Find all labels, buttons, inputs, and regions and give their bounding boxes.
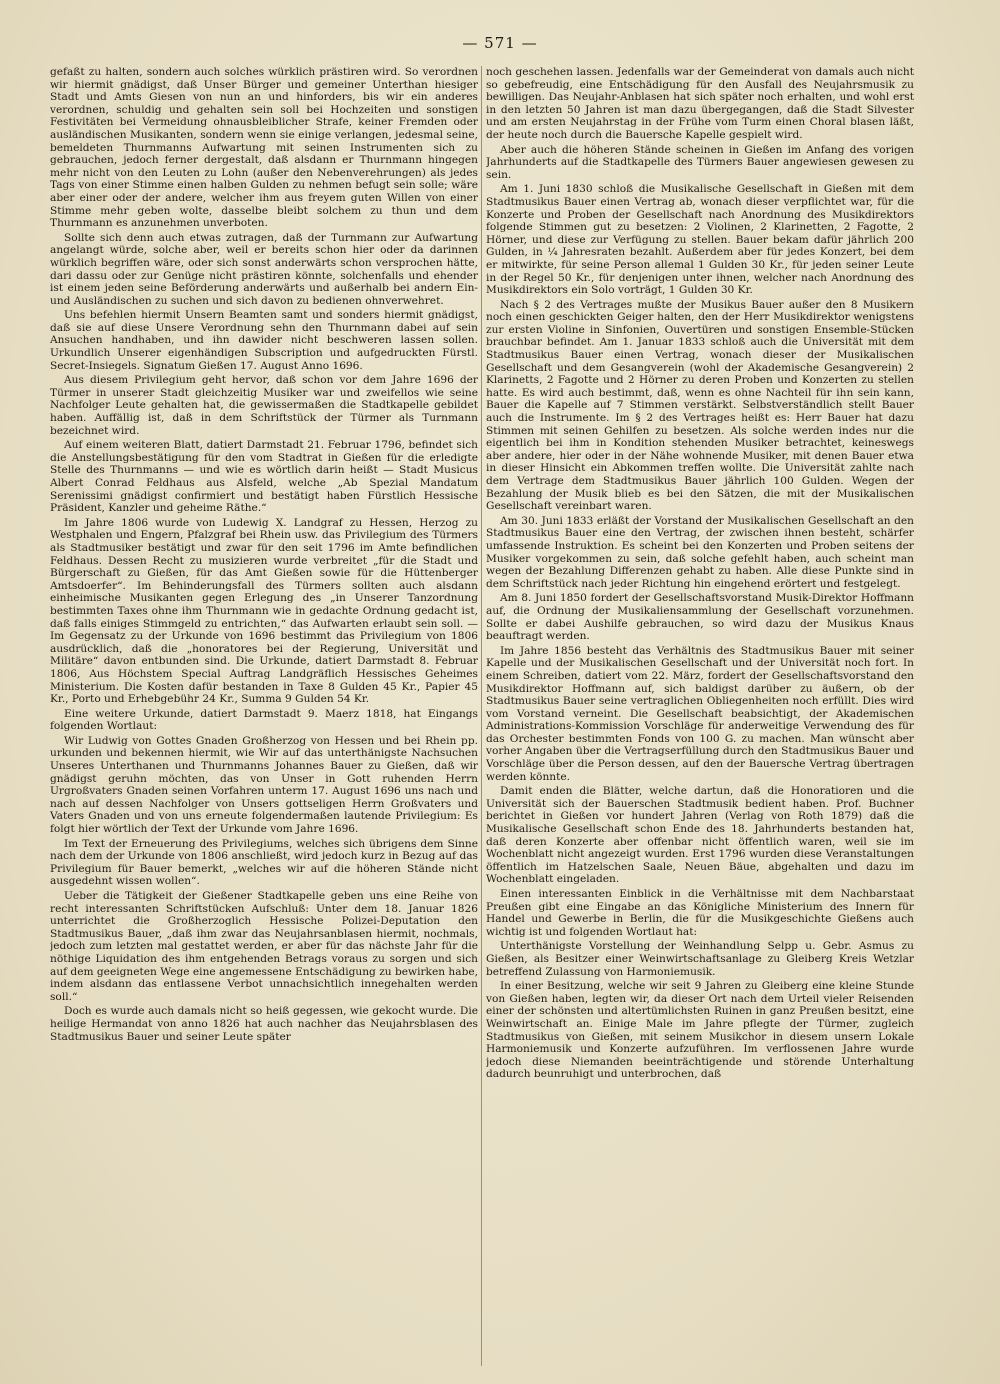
paragraph: Am 1. Juni 1830 schloß die Musikalische Gesellschaft in Gießen mit dem Stadtmusikus Bauer einen Vertrag ab, wonach dieser verpflichtet war, für die Konzerte und Proben der Gesellschaft nach Anordnung des Musikdirektors folgende Stimmen gut zu besetzen: 2 Violinen, 2 Klarinetten, 2 Fagotte, 2 Hörner, und diese zur Verfügung zu stellen. Bauer bekam dafür jährlich 200 Gulden, in ¼ Jahresraten bezahlt. Außerdem aber für jedes Konzert, bei dem er mitwirkte, für seine Person allemal 1 Gulden 30 Kr., für jeden seiner Leute in der Regel 50 Kr., für denjenigen unter ihnen, welcher nach Anordnung des Musikdirektors ein Solo vorträgt, 1 Gulden 30 Kr. <box>486 183 914 297</box>
paragraph: Am 8. Juni 1850 fordert der Gesellschaftsvorstand Musik-Direktor Hoffmann auf, die Ordnung der Musikaliensammlung der Gesellschaft vorzunehmen. Sollte er dabei Aushilfe gebrauchen, so wird dazu der Musikus Knaus beauftragt werden. <box>486 592 914 643</box>
paragraph: Am 30. Juni 1833 erläßt der Vorstand der Musikalischen Gesellschaft an den Stadtmusikus Bauer eine den Vertrag, der zwischen ihnen besteht, schärfer umfassende Instruktion. Es scheint bei den Konzerten und Proben seitens der Musiker vorgekommen zu sein, daß solche gefehlt haben, auch scheint man wegen der Bezahlung Differenzen gehabt zu haben. Alle diese Punkte sind in dem Schriftstück nach jeder Richtung hin eingehend erörtert und festgelegt. <box>486 514 914 590</box>
paragraph: Uns befehlen hiermit Unsern Beamten samt und sonders hiermit gnädigst, daß sie auf diese Unsere Verordnung sehn den Thurnmann dabei auf sein Ansuchen handhaben, und ihn dawider nicht beschweren lassen sollen. Urkundlich Unserer eigenhändigen Subscription und aufgedruckten Fürstl. Secret-Insiegels. Signatum Gießen 17. August Anno 1696. <box>50 309 478 372</box>
paragraph: In einer Besitzung, welche wir seit 9 Jahren zu Gleiberg eine kleine Stunde von Gießen haben, legten wir, da dieser Ort nach dem Urteil vieler Reisenden einer der schönsten und altertümlichsten Ruinen in ganz Preußen besitzt, eine Weinwirtschaft an. Einige Male im Jahre pflegte der Türmer, zugleich Stadtmusikus von Gießen, mit seinem Musikchor in diesem unsern Lokale Harmoniemusik und Konzerte aufzuführen. Im verflossenen Jahre wurde jedoch diese Niemanden beeinträchtigende und störende Unterhaltung dadurch beunruhigt und unterbrochen, daß <box>486 980 914 1081</box>
paragraph: Doch es wurde auch damals nicht so heiß gegessen, wie gekocht wurde. Die heilige Hermandat von anno 1826 hat auch nachher das Neujahrsblasen des Stadtmusikus Bauer und seiner Leute später <box>50 1005 478 1043</box>
paragraph: Sollte sich denn auch etwas zutragen, daß der Turnmann zur Aufwartung angelangt würde, solche aber, weil er bereits schon hier oder da darinnen würklich begriffen wäre, oder sich sonst anderwärts schon versprochen hätte, dari dassu oder zur Genüge nicht prästiren könnte, solchenfalls und ehender ist einem jeden seine Beförderung anderwärts und außerhalb bei andern Ein- und Ausländischen zu suchen und sich davon zu bedienen ohnverwehret. <box>50 231 478 307</box>
paragraph: Aus diesem Privilegium geht hervor, daß schon vor dem Jahre 1696 der Türmer in unserer Stadt gleichzeitig Musiker war und zweifellos wie seine Nachfolger Leute gehalten hat, die gewissermaßen die Stadtkapelle gebildet haben. Auffällig ist, daß in dem Schriftstück der Türmer als Turnmann bezeichnet wird. <box>50 374 478 437</box>
paragraph: noch geschehen lassen. Jedenfalls war der Gemeinderat von damals auch nicht so gebefreudig, eine Entschädigung für den Ausfall des Neujahrsmusik zu bewilligen. Das Neujahr-Anblasen hat sich später noch erhalten, und wohl erst in den letzten 50 Jahren ist man dazu übergegangen, daß die Stadt Silvester und am ersten Neujahrstag in der Frühe vom Turm einen Choral blasen läßt, der heute noch durch die Bauersche Kapelle gespielt wird. <box>486 66 914 141</box>
paragraph: Im Jahre 1856 besteht das Verhältnis des Stadtmusikus Bauer mit seiner Kapelle und der Musikalischen Gesellschaft und der Universität noch fort. In einem Schreiben, datiert vom 22. März, fordert der Gesellschaftsvorstand den Musikdirektor Hoffmann auf, sich baldigst darüber zu äußern, ob der Stadtmusikus Bauer seine vertraglichen Obliegenheiten noch erfüllt. Dies wird vom Vorstand verneint. Die Gesellschaft beabsichtigt, der Akademischen Administrations-Kommission Vorschläge für anderweitige Verwendung des für das Orchester bestimmten Fonds von 100 G. zu machen. Man wünscht aber vorher Angaben über die Vertragserfüllung durch den Stadtmusikus Bauer und Vorschläge über die Person dessen, auf den der Bauersche Vertrag übertragen werden könnte. <box>486 644 914 783</box>
paragraph: gefaßt zu halten, sondern auch solches würklich prästiren wird. So verordnen wir hiermit gnädigst, daß Unser Bürger und gemeiner Unterthan hiesiger Stadt und Amts Giesen von nun an und hinforders, bis wir ein anderes verordnen, schuldig und gehalten sein soll bei Hochzeiten und sonstigen Festivitäten bei Vermeidung ohnausbleiblicher Strafe, keiner Fremden oder ausländischen Musikanten, sondern wenn sie einige verlangen, jedesmal seine, bemeldeten Thurnmanns Aufwartung mit seinen Instrumenten sich zu gebrauchen, jedoch ferner dergestalt, daß alsdann er Thurnmann hingegen mehr nicht von den Leuten zu Lohn (außer den Nebenverehrungen) als jedes Tags von einer Stimme einen halben Gulden zu nehmen befugt sein solle; wäre aber einer oder der andere, welcher ihm aus freyem guten Willen von einer Stimme mehr geben wolte, dasselbe bleibt solchem zu thun und dem Thurnmann es anzunehmen unverboten. <box>50 66 478 230</box>
paragraph: Einen interessanten Einblick in die Verhältnisse mit dem Nachbarstaat Preußen gibt eine Eingabe an das Königliche Ministerium des Innern für Handel und Gewerbe in Berlin, die für die Musikgeschichte Gießens auch wichtig ist und folgenden Wortlaut hat: <box>486 888 914 938</box>
paragraph: Ueber die Tätigkeit der Gießener Stadtkapelle geben uns eine Reihe von recht interessanten Schriftstücken Aufschluß: Unter dem 18. Januar 1826 unterrichtet die Großherzoglich Hessische Polizei-Deputation den Stadtmusikus Bauer, „daß ihm zwar das Neujahrsanblasen hiermit, nochmals, jedoch zum letzten mal gestattet werden, er aber für das nächste Jahr für die nöthige Liquidation des ihm entgehenden Betrags voraus zu sorgen und sich auf dem geeigneten Wege eine angemessene Entschädigung zu bewirken habe, indem alsdann das entlassene Verbot unnachsichtlich innegehalten werden soll.“ <box>50 890 478 1003</box>
paragraph: Nach § 2 des Vertrages mußte der Musikus Bauer außer den 8 Musikern noch einen geschickten Geiger halten, den der Herr Musikdirektor wenigstens zur ersten Violine in Sinfonien, Ouvertüren und sonstigen Ensemble-Stücken brauchbar befindet. Am 1. Januar 1833 schloß auch die Universität mit dem Stadtmusikus Bauer einen Vertrag, wonach dieser der Musikalischen Gesellschaft und dem Gesangverein (wohl der Akademische Gesangverein) 2 Klarinetts, 2 Fagotte und 2 Hörner zu deren Proben und Konzerten zu stellen hatte. Es wird auch bestimmt, daß, wenn es ohne Nachteil für ihn sein kann, Bauer die Kapelle auf 7 Stimmen verstärkt. Selbstverständlich stellt Bauer auch die Instrumente. Im § 2 des Vertrages heißt es: Herr Bauer hat dazu Stimmen mit seinen Gehilfen zu besetzen. Als solche werden indes nur die eigentlich bei ihm in Kondition stehenden Musiker betrachtet, keineswegs aber andere, hier oder in der Nähe wohnende Musiker, mit denen Bauer etwa in dieser Hinsicht ein Abkommen treffen wollte. Die Universität zahlte nach dem Vertrage dem Stadtmusikus Bauer jährlich 100 Gulden. Wegen der Bezahlung der Musik blieb es bei den Sätzen, die mit der Musikalischen Gesellschaft vereinbart waren. <box>486 298 914 513</box>
paragraph: Eine weitere Urkunde, datiert Darmstadt 9. Maerz 1818, hat Eingangs folgenden Wortlaut: <box>50 707 478 733</box>
paragraph: Aber auch die höheren Stände scheinen in Gießen im Anfang des vorigen Jahrhunderts auf die Stadtkapelle des Türmers Bauer angewiesen gewesen zu sein. <box>486 143 914 181</box>
right-column <box>486 66 914 1366</box>
paragraph: Auf einem weiteren Blatt, datiert Darmstadt 21. Februar 1796, befindet sich die Anstellungsbestätigung für den vom Stadtrat in Gießen für die erledigte Stelle des Thurnmanns — und wie es wörtlich darin heißt — Stadt Musicus Albert Conrad Feldhaus aus Alsfeld, welche „Ab Spezial Mandatum Serenissimi gnädigst confirmiert und bestätigt haben Fürstlich Hessische Präsident, Kanzler und geheime Räthe.“ <box>50 439 478 515</box>
paragraph: Im Text der Erneuerung des Privilegiums, welches sich übrigens dem Sinne nach dem der Urkunde von 1806 anschließt, wird jedoch kurz in Bezug auf das Privilegium für Bauer bemerkt, „welches wir auf die höheren Stände nicht ausgedehnt wissen wollen“. <box>50 837 478 888</box>
paragraph: Im Jahre 1806 wurde von Ludewig X. Landgraf zu Hessen, Herzog zu Westphalen und Engern, Pfalzgraf bei Rhein usw. das Privilegium des Türmers als Stadtmusiker bestätigt und zwar für den seit 1796 im Amte befindlichen Feldhaus. Dessen Recht zu musizieren wurde verbreitet „für die Stadt und Bürgerschaft zu Gießen, für das Amt Gießen sowie für die Hüttenberger Amtsdoerfer“. Im Behinderungsfall des Türmers sollten auch alsdann einheimische Musikanten gegen Erlegung des „in Unserer Tanzordnung bestimmten Taxes ohne ihm Thurnmann wie in gedachte Ordnung gedacht ist, daß falls einiges Stimmgeld zu entrichten,“ das Aufwarten erlaubt sein soll. — Im Gegensatz zu der Urkunde von 1696 bestimmt das Privilegium von 1806 ausdrücklich, daß die „honoratores bei der Regierung, Universität und Militäre“ davon entbunden sind. Die Urkunde, datiert Darmstadt 8. Februar 1806, Aus Höchstem Special Auftrag Landgräflich Hessisches Geheimes Ministerium. Die Kosten dafür bestanden in Taxe 8 Gulden 45 Kr., Papier 45 Kr., Porto und Erhebgebühr 24 Kr., Summa 9 Gulden 54 Kr. <box>50 516 478 706</box>
page-number: — 571 — <box>462 34 538 52</box>
left-column <box>50 66 478 1366</box>
paragraph: Unterthänigste Vorstellung der Weinhandlung Selpp u. Gebr. Asmus zu Gießen, als Besitzer einer Weinwirtschaftsanlage zu Gleiberg Kreis Wetzlar betreffend Zulassung von Harmoniemusik. <box>486 940 914 978</box>
paragraph: Damit enden die Blätter, welche dartun, daß die Honoratioren und die Universität sich der Bauerschen Stadtmusik bedient haben. Prof. Buchner berichtet in Gießen vor hundert Jahren (Verlag von Roth 1879) daß die Musikalische Gesellschaft schon Ende des 18. Jahrhunderts bestanden hat, daß deren Konzerte aber offenbar nicht öffentlich waren, weil sie im Wochenblatt nicht angezeigt wurden. Erst 1796 wurden diese Veranstaltungen öffentlich im Hatzelschen Saale, Neuen Bäue, abgehalten und dazu im Wochenblatt eingeladen. <box>486 785 914 886</box>
column-divider <box>481 66 482 1366</box>
paragraph: Wir Ludwig von Gottes Gnaden Großherzog von Hessen und bei Rhein pp. urkunden und bekennen hiermit, wie Wir auf das unterthänigste Nachsuchen Unseres Unterthanen und Thurnmanns Johannes Bauer zu Gießen, daß wir gnädigst geruhn möchten, das von Unser in Gott ruhenden Herrn Urgroßvaters Gnaden seinen Vorfahren unterm 17. August 1696 uns nach und nach auf dessen Nachfolger von Unsers gottseligen Herrn Großvaters und Vaters Gnaden und von uns erneute folgendermaßen lautende Privilegium: Es folgt hier wörtlich der Text der Urkunde vom Jahre 1696. <box>50 734 478 836</box>
